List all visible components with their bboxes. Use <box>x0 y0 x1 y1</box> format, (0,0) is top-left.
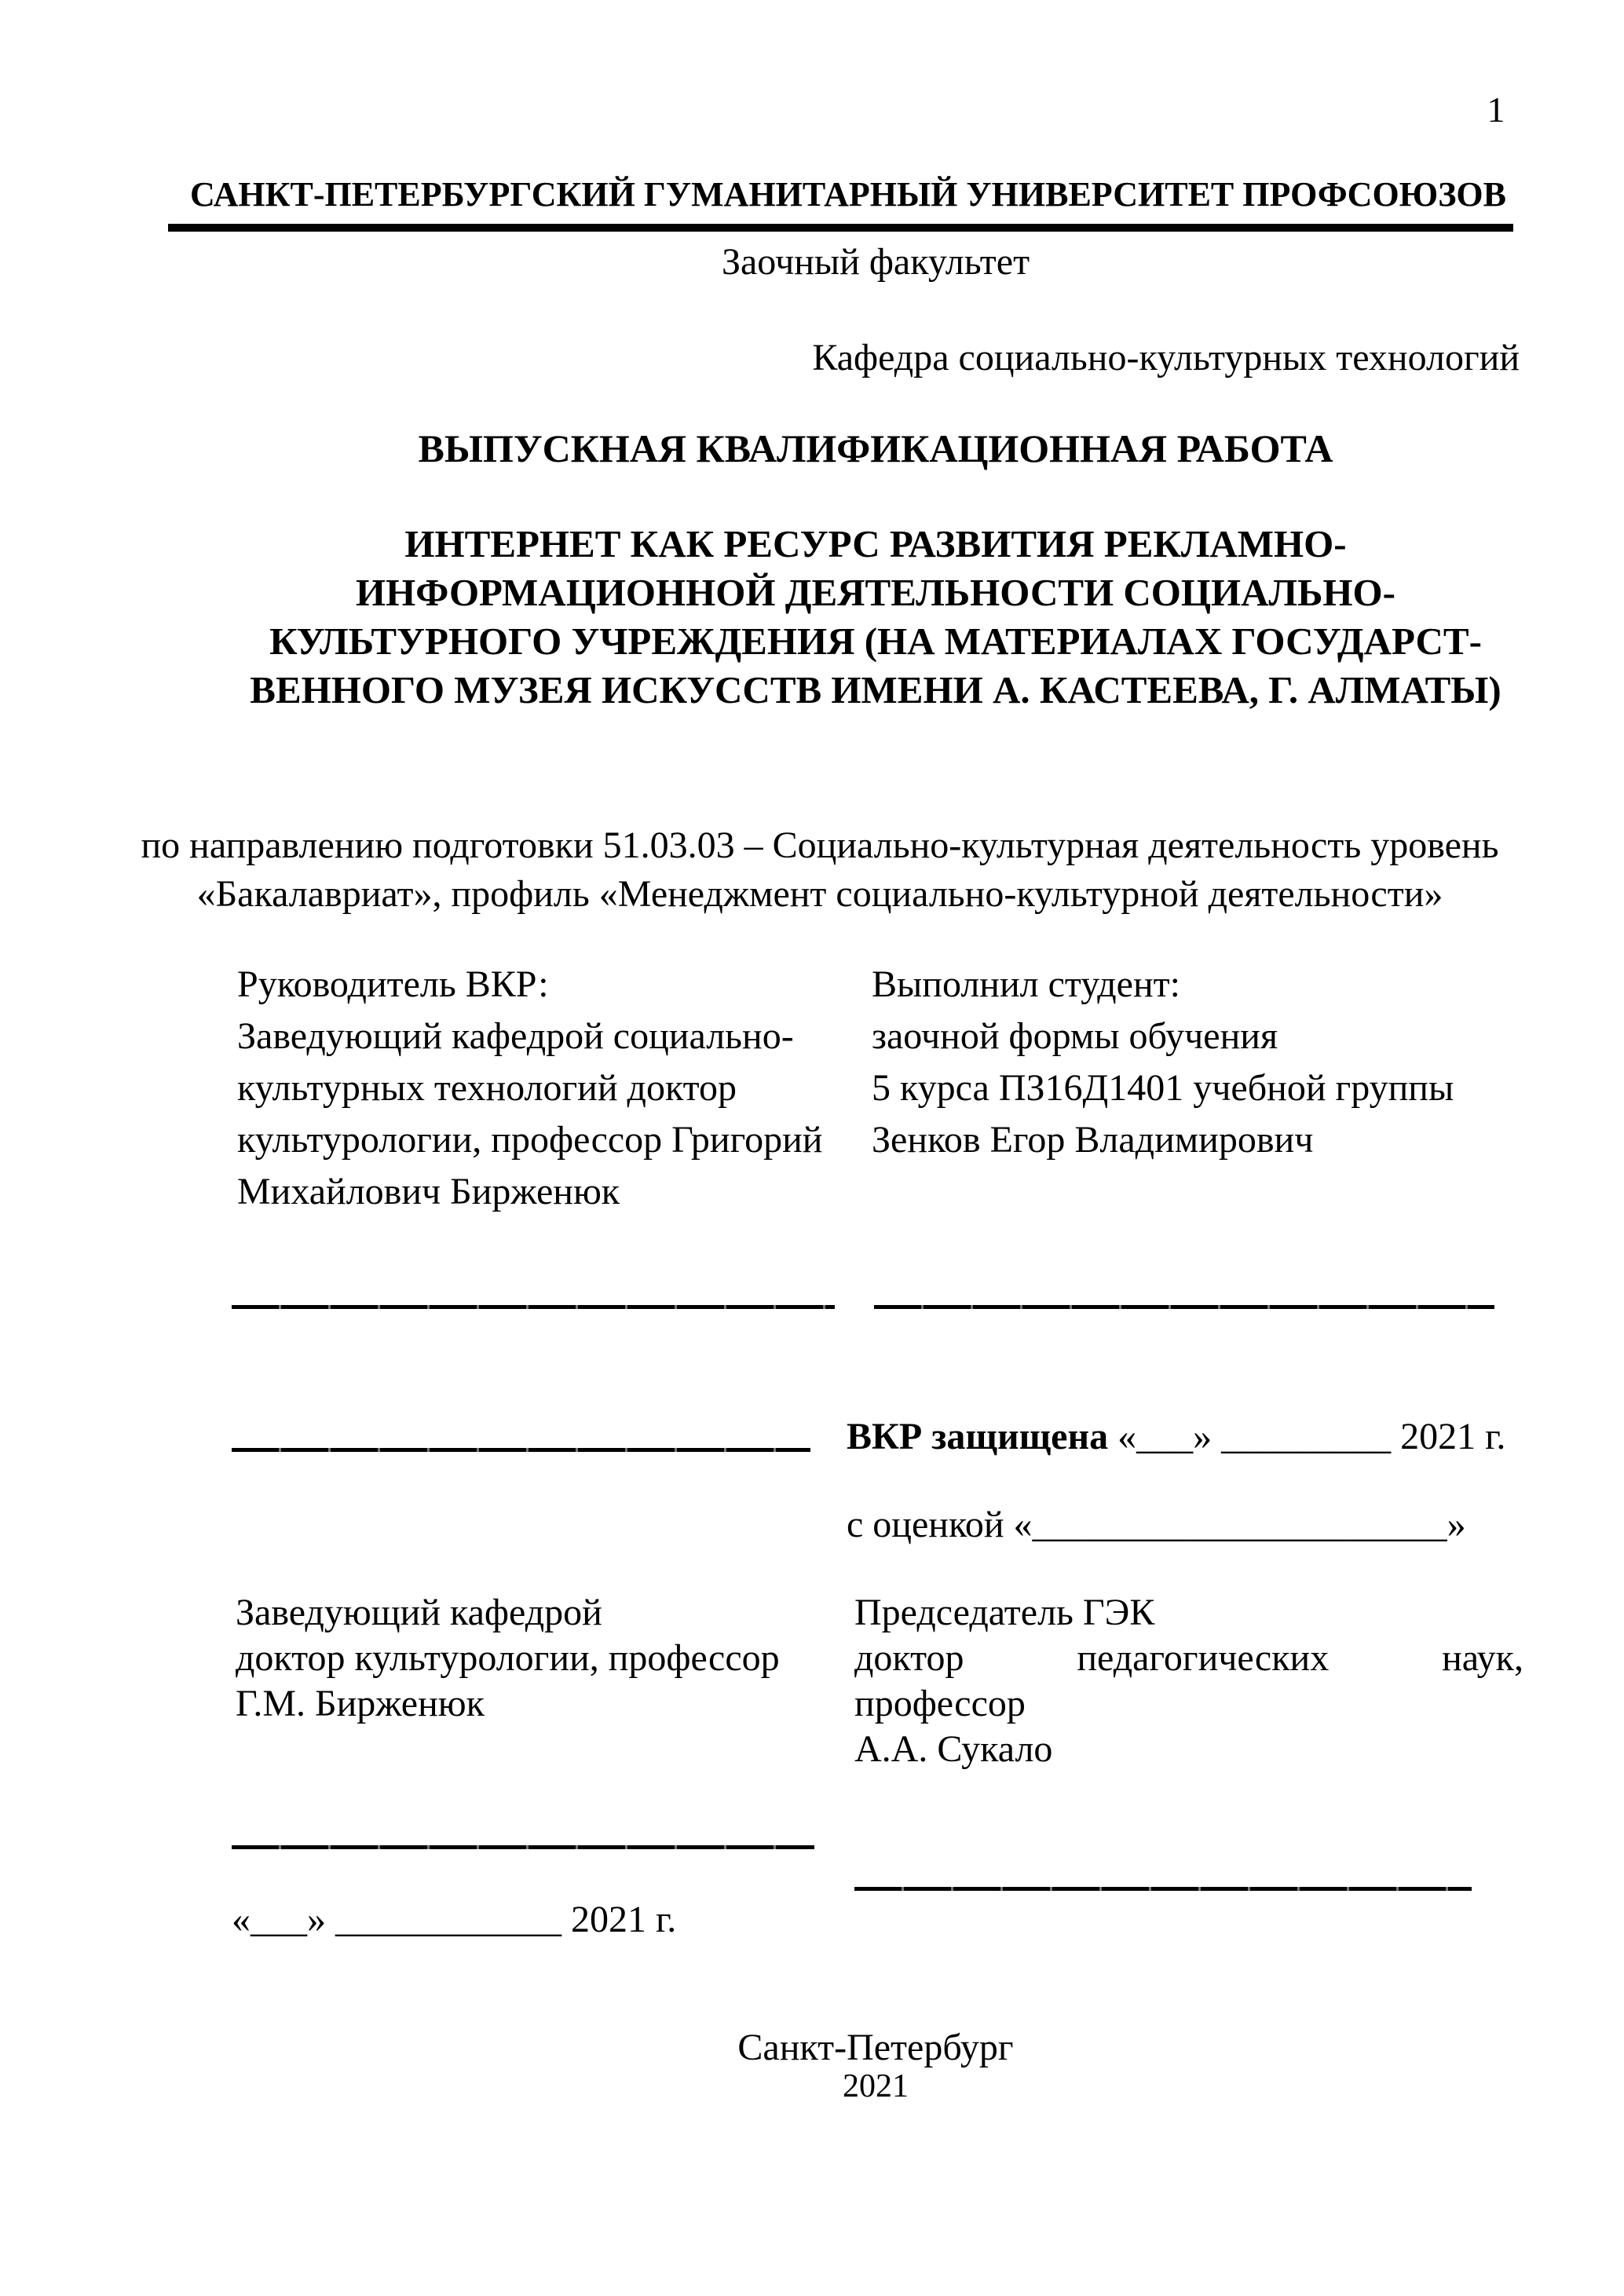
grade-line <box>847 1503 1466 1547</box>
year: 2021 <box>843 2068 909 2104</box>
gek-chair-title: Председатель ГЭК <box>854 1592 1155 1633</box>
head-dept-line-2: доктор культурологии, профессор <box>236 1637 780 1679</box>
thesis-title-line-2: ИНФОРМАЦИОННОЙ ДЕЯТЕЛЬНОСТИ СОЦИАЛЬНО- <box>356 571 1395 614</box>
thesis-title-line-3: КУЛЬТУРНОГО УЧРЕЖДЕНИЯ (НА МАТЕРИАЛАХ ГОСУДАРСТ- <box>269 620 1482 663</box>
student-line-3: Зенков Егор Владимирович <box>872 1119 1314 1161</box>
student-label: Выполнил студент: <box>872 963 1180 1005</box>
university-name: САНКТ-ПЕТЕРБУРГСКИЙ ГУМАНИТАРНЫЙ УНИВЕРСИТЕТ ПРОФСОЮЗОВ <box>189 175 1507 214</box>
program-direction <box>122 821 1518 919</box>
city: Санкт-Петербург <box>737 2027 1014 2068</box>
program-direction-line-2: «Бакалавриат», профиль «Менеджмент социально-культурной деятельности» <box>196 873 1443 915</box>
left-signature-line-2 <box>232 1448 810 1452</box>
gek-degree-word-3: наук, <box>1442 1637 1523 1679</box>
defended-date-line <box>847 1415 1505 1459</box>
defended-label: ВКР защищена <box>847 1416 1109 1457</box>
grade-suffix: » <box>1447 1504 1466 1545</box>
gek-chair-block <box>854 1590 1523 1772</box>
supervisor-signature-line <box>232 1305 835 1309</box>
student-signature-line <box>874 1305 1494 1309</box>
head-dept-line-1: Заведующий кафедрой <box>236 1592 602 1633</box>
supervisor-label: Руководитель ВКР: <box>237 963 549 1005</box>
thesis-title <box>236 520 1516 715</box>
approval-date-line: «___» ____________ 2021 г. <box>232 1899 677 1940</box>
head-dept-signature-line <box>232 1845 814 1849</box>
gek-degree-word-1: доктор <box>854 1637 964 1679</box>
faculty-name: Заочный факультет <box>721 241 1030 283</box>
defended-date-blanks: «___» _________ 2021 г. <box>1108 1416 1506 1457</box>
supervisor-block <box>237 959 865 1218</box>
gek-degree-word-2: педагогических <box>1077 1637 1330 1679</box>
gek-chair-signature-line <box>854 1887 1472 1891</box>
grade-prefix: с оценкой « <box>847 1504 1033 1545</box>
student-block <box>872 959 1523 1166</box>
gek-chair-rank: профессор <box>854 1683 1026 1724</box>
department-name: Кафедра социально-культурных технологий <box>812 337 1520 378</box>
page-number: 1 <box>1487 90 1505 130</box>
work-type-heading: ВЫПУСКНАЯ КВАЛИФИКАЦИОННАЯ РАБОТА <box>418 426 1333 470</box>
header-divider-rule <box>168 224 1513 232</box>
head-of-department-block <box>236 1590 864 1727</box>
head-dept-line-3: Г.М. Бирженюк <box>236 1683 485 1724</box>
supervisor-line-3: культурологии, профессор Григорий <box>237 1119 823 1161</box>
supervisor-line-1: Заведующий кафедрой социально- <box>237 1015 794 1057</box>
thesis-title-line-4: ВЕННОГО МУЗЕЯ ИСКУССТВ ИМЕНИ А. КАСТЕЕВА, Г. АЛМАТЫ) <box>250 668 1501 711</box>
grade-blank: ______________________ <box>1032 1504 1447 1545</box>
student-line-1: заочной формы обучения <box>872 1015 1278 1057</box>
gek-chair-degree-line <box>854 1636 1523 1681</box>
gek-chair-name: А.А. Сукало <box>854 1728 1053 1770</box>
thesis-title-line-1: ИНТЕРНЕТ КАК РЕСУРС РАЗВИТИЯ РЕКЛАМНО- <box>404 522 1347 565</box>
supervisor-line-2: культурных технологий доктор <box>237 1067 737 1109</box>
program-direction-line-1: по направлению подготовки 51.03.03 – Социально-культурная деятельность уровень <box>141 824 1499 866</box>
student-line-2: 5 курса ПЗ16Д1401 учебной группы <box>872 1067 1454 1109</box>
supervisor-line-4: Михайлович Бирженюк <box>237 1171 620 1212</box>
